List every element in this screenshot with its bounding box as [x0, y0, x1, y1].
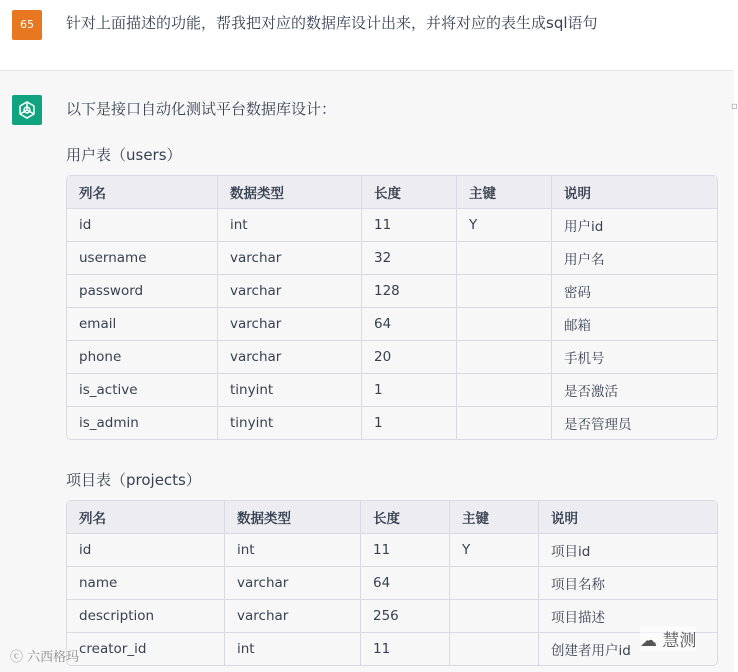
table-cell: varchar: [218, 341, 362, 374]
table-cell: password: [67, 275, 218, 308]
table-cell: id: [67, 209, 218, 242]
column-header: 列名: [67, 176, 218, 209]
table-cell: 11: [361, 534, 450, 567]
table-row: [67, 567, 717, 600]
table-cell: 项目名称: [539, 567, 717, 600]
table-cell: email: [67, 308, 218, 341]
table-cell: 1: [362, 374, 457, 407]
table-cell: 20: [362, 341, 457, 374]
table-cell: 用户名: [552, 242, 717, 275]
column-header: 说明: [539, 501, 717, 534]
table-cell: 11: [362, 209, 457, 242]
table-cell: 1: [362, 407, 457, 439]
table-cell: 64: [361, 567, 450, 600]
table-cell: is_admin: [67, 407, 218, 439]
table-cell: 用户id: [552, 209, 717, 242]
table-header-row: [67, 176, 717, 209]
table-cell: 64: [362, 308, 457, 341]
table-cell: 128: [362, 275, 457, 308]
column-header: 长度: [362, 176, 457, 209]
table-row: [67, 374, 717, 407]
table-cell: 邮箱: [552, 308, 717, 341]
user-message-text: 针对上面描述的功能，帮我把对应的数据库设计出来，并将对应的表生成sql语句: [66, 14, 598, 32]
column-header: 主键: [457, 176, 552, 209]
table-row: [67, 209, 717, 242]
table-header-row: [67, 501, 717, 534]
table-row: [67, 600, 717, 633]
table-cell: [457, 275, 552, 308]
table-cell: Y: [457, 209, 552, 242]
table-cell: int: [225, 534, 361, 567]
table-row: [67, 242, 717, 275]
table-cell: 是否管理员: [564, 417, 632, 433]
watermark-left-text: 六西格玛: [27, 650, 80, 665]
table-cell: tinyint: [218, 407, 362, 439]
table-row: [67, 633, 717, 665]
table-cell: 密码: [552, 275, 717, 308]
table-cell: int: [218, 209, 362, 242]
column-header: 主键: [450, 501, 539, 534]
table-cell: username: [67, 242, 218, 275]
table-cell: 创建者用户id: [551, 643, 631, 659]
table-row: [67, 407, 717, 439]
table-cell: [450, 567, 539, 600]
table-cell: 项目描述: [539, 600, 717, 633]
column-header: 数据类型: [218, 176, 362, 209]
user-message-row: [0, 0, 734, 71]
table-row: [67, 308, 717, 341]
table-cell: [457, 341, 552, 374]
openai-logo-icon: [12, 95, 42, 125]
users-table-heading: 用户表（users）: [66, 146, 182, 164]
column-header: 列名: [67, 501, 225, 534]
table-cell: is_active: [67, 374, 218, 407]
table-cell: [457, 308, 552, 341]
table-cell: [450, 600, 539, 633]
table-cell: varchar: [218, 275, 362, 308]
table-cell: phone: [67, 341, 218, 374]
table-cell: creator_id: [67, 633, 225, 665]
table-row: [67, 534, 717, 567]
table-cell: varchar: [225, 600, 361, 633]
watermark-right: [640, 626, 696, 651]
table-cell: int: [225, 633, 361, 665]
user-avatar: 65: [12, 10, 42, 40]
table-cell: 256: [361, 600, 450, 633]
table-cell: varchar: [225, 567, 361, 600]
table-cell: [457, 242, 552, 275]
table-cell: varchar: [218, 308, 362, 341]
table-cell: 手机号: [552, 341, 717, 374]
assistant-intro-text: 以下是接口自动化测试平台数据库设计：: [66, 100, 337, 118]
copy-icon[interactable]: ▫: [731, 101, 738, 112]
wechat-icon: ⓒ: [10, 650, 24, 665]
table-cell: [457, 407, 552, 439]
table-cell: 项目id: [539, 534, 717, 567]
column-header: 数据类型: [225, 501, 361, 534]
table-cell: Y: [450, 534, 539, 567]
table-cell: [450, 633, 539, 665]
users-table: [66, 175, 718, 440]
table-cell: 32: [362, 242, 457, 275]
table-cell: tinyint: [218, 374, 362, 407]
table-row: [67, 275, 717, 308]
table-cell: 是否激活: [552, 374, 717, 407]
projects-table: [66, 500, 718, 666]
table-cell: name: [67, 567, 225, 600]
projects-table-heading: 项目表（projects）: [66, 471, 201, 489]
table-cell: varchar: [218, 242, 362, 275]
table-cell: id: [67, 534, 225, 567]
watermark-left: [10, 646, 79, 665]
table-row: [67, 341, 717, 374]
table-cell: description: [67, 600, 225, 633]
table-cell: 11: [361, 633, 450, 665]
watermark-right-text: 慧测: [662, 631, 697, 651]
column-header: 说明: [552, 176, 717, 209]
wechat-icon: ☁: [640, 631, 657, 651]
table-cell: [457, 374, 552, 407]
column-header: 长度: [361, 501, 450, 534]
